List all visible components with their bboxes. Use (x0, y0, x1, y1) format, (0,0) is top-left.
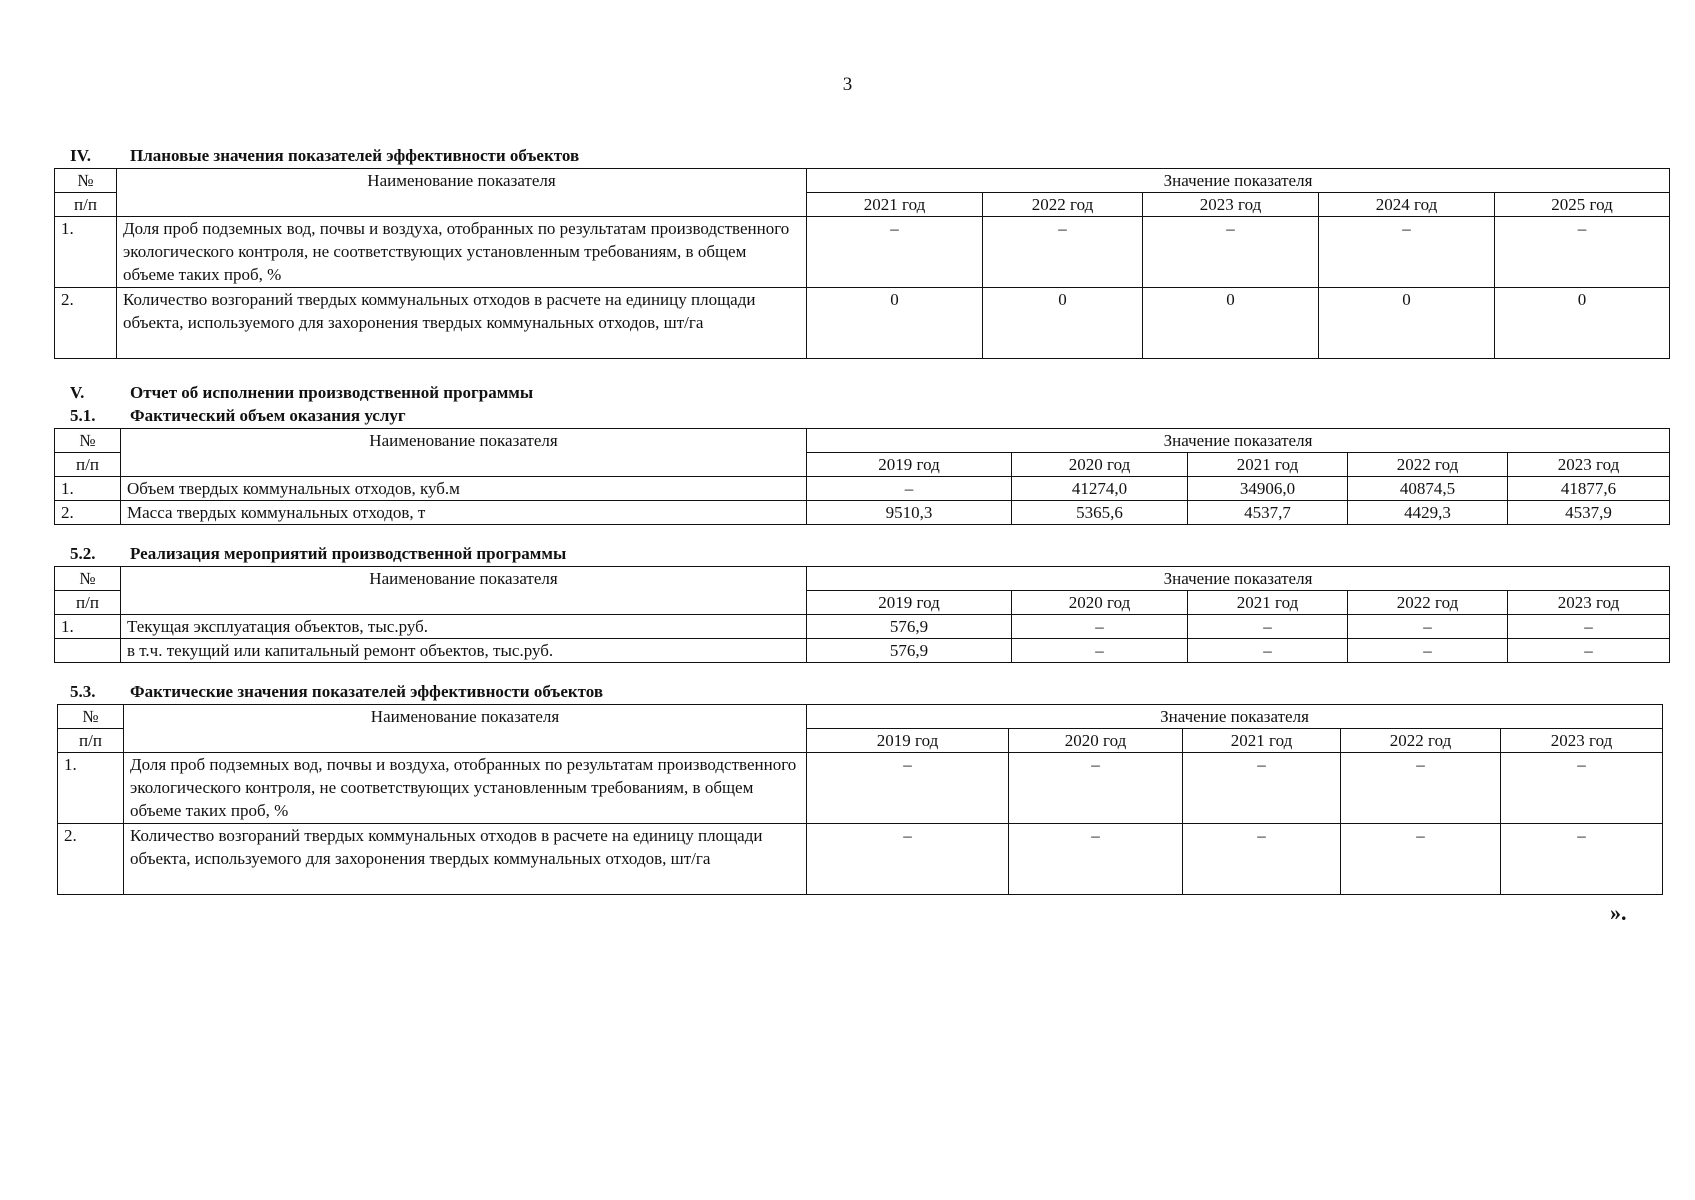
row-value: 0 (807, 288, 983, 359)
row-num: 2. (58, 824, 124, 895)
row-value: – (1508, 639, 1670, 663)
header-year: 2025 год (1495, 193, 1670, 217)
header-year: 2024 год (1319, 193, 1495, 217)
header-year: 2021 год (1188, 591, 1348, 615)
row-value: 0 (1495, 288, 1670, 359)
row-value: 0 (983, 288, 1143, 359)
header-num: № (58, 705, 124, 729)
header-num2: п/п (58, 729, 124, 753)
row-value: – (1009, 753, 1183, 824)
header-value: Значение показателя (807, 705, 1663, 729)
section-title-text: Фактический объем оказания услуг (130, 406, 406, 425)
header-year: 2022 год (1348, 453, 1508, 477)
header-num2: п/п (55, 453, 121, 477)
row-value: 41274,0 (1012, 477, 1188, 501)
header-year: 2019 год (807, 729, 1009, 753)
header-value: Значение показателя (807, 169, 1670, 193)
row-name: Масса твердых коммунальных отходов, т (121, 501, 807, 525)
row-value: 576,9 (807, 615, 1012, 639)
row-value: – (1183, 753, 1341, 824)
section-number: V. (70, 383, 85, 402)
header-year: 2020 год (1009, 729, 1183, 753)
row-value: 4537,9 (1508, 501, 1670, 525)
table-row (55, 501, 1670, 525)
closing-quote-mark: ». (1610, 900, 1627, 925)
table-actual-efficiency (57, 704, 1663, 895)
row-value: – (1495, 217, 1670, 288)
header-year: 2021 год (1183, 729, 1341, 753)
row-num (55, 639, 121, 663)
table-row (55, 639, 1670, 663)
row-num: 2. (55, 501, 121, 525)
section-5-2-title (70, 544, 566, 564)
section-number: 5.1. (70, 406, 96, 425)
row-name: Текущая эксплуатация объектов, тыс.руб. (121, 615, 807, 639)
table-row (55, 477, 1670, 501)
table-planned-efficiency (54, 168, 1670, 359)
row-value: 9510,3 (807, 501, 1012, 525)
row-value: 34906,0 (1188, 477, 1348, 501)
table-row (55, 615, 1670, 639)
header-year: 2021 год (807, 193, 983, 217)
header-value: Значение показателя (807, 429, 1670, 453)
header-year: 2020 год (1012, 453, 1188, 477)
header-name: Наименование показателя (121, 429, 807, 477)
row-name: Количество возгораний твердых коммунальных отходов в расчете на единицу площади объекта, используемого для захоронения твердых коммунальных отходов, шт/га (124, 824, 807, 895)
row-value: – (1508, 615, 1670, 639)
row-value: – (1501, 753, 1663, 824)
header-year: 2023 год (1143, 193, 1319, 217)
header-year: 2023 год (1508, 453, 1670, 477)
row-value: 40874,5 (1348, 477, 1508, 501)
header-year: 2022 год (983, 193, 1143, 217)
header-year: 2019 год (807, 591, 1012, 615)
row-value: 0 (1319, 288, 1495, 359)
table-row (58, 824, 1663, 895)
header-num2: п/п (55, 193, 117, 217)
header-num: № (55, 429, 121, 453)
row-value: – (807, 753, 1009, 824)
row-value: – (1183, 824, 1341, 895)
row-num: 1. (55, 217, 117, 288)
section-title-text: Фактические значения показателей эффективности объектов (130, 682, 604, 701)
page-number: 3 (842, 74, 853, 95)
row-value: – (1501, 824, 1663, 895)
row-value: – (1143, 217, 1319, 288)
header-year: 2021 год (1188, 453, 1348, 477)
section-5-1-title (70, 406, 406, 426)
table-row (58, 753, 1663, 824)
table-row (55, 217, 1670, 288)
row-value: – (1348, 639, 1508, 663)
section-title-text: Отчет об исполнении производственной программы (130, 383, 534, 402)
header-year: 2023 год (1508, 591, 1670, 615)
row-value: 576,9 (807, 639, 1012, 663)
section-title-text: Реализация мероприятий производственной программы (130, 544, 567, 563)
header-num2: п/п (55, 591, 121, 615)
section-number: 5.3. (70, 682, 96, 701)
table-program-activities (54, 566, 1670, 663)
row-num: 1. (55, 477, 121, 501)
row-value: – (1348, 615, 1508, 639)
row-num: 2. (55, 288, 117, 359)
section-number: 5.2. (70, 544, 96, 563)
header-value: Значение показателя (807, 567, 1670, 591)
section-5-3-title (70, 682, 603, 702)
header-year: 2023 год (1501, 729, 1663, 753)
row-value: 4537,7 (1188, 501, 1348, 525)
row-num: 1. (55, 615, 121, 639)
row-value: – (807, 477, 1012, 501)
header-name: Наименование показателя (121, 567, 807, 615)
header-num: № (55, 169, 117, 193)
row-name: Доля проб подземных вод, почвы и воздуха, отобранных по результатам производственного экологического контроля, не соответствующих установленным требованиям, в общем объеме таких проб, % (124, 753, 807, 824)
row-name: в т.ч. текущий или капитальный ремонт объектов, тыс.руб. (121, 639, 807, 663)
row-name: Объем твердых коммунальных отходов, куб.м (121, 477, 807, 501)
row-name: Доля проб подземных вод, почвы и воздуха, отобранных по результатам производственного экологического контроля, не соответствующих установленным требованиям, в общем объеме таких проб, % (117, 217, 807, 288)
section-5-title (70, 383, 533, 403)
section-4-title (70, 146, 579, 166)
row-value: 0 (1143, 288, 1319, 359)
row-value: – (1188, 639, 1348, 663)
row-value: – (807, 217, 983, 288)
header-name: Наименование показателя (124, 705, 807, 753)
section-number: IV. (70, 146, 91, 165)
row-value: 41877,6 (1508, 477, 1670, 501)
row-value: – (1341, 753, 1501, 824)
row-value: – (1012, 615, 1188, 639)
row-value: – (1012, 639, 1188, 663)
row-name: Количество возгораний твердых коммунальных отходов в расчете на единицу площади объекта, используемого для захоронения твердых коммунальных отходов, шт/га (117, 288, 807, 359)
table-row (55, 288, 1670, 359)
row-value: – (1341, 824, 1501, 895)
header-year: 2019 год (807, 453, 1012, 477)
header-num: № (55, 567, 121, 591)
row-value: – (1188, 615, 1348, 639)
row-value: – (983, 217, 1143, 288)
row-value: – (1319, 217, 1495, 288)
row-value: – (807, 824, 1009, 895)
header-year: 2022 год (1348, 591, 1508, 615)
row-value: – (1009, 824, 1183, 895)
header-year: 2022 год (1341, 729, 1501, 753)
row-value: 4429,3 (1348, 501, 1508, 525)
section-title-text: Плановые значения показателей эффективности объектов (130, 146, 580, 165)
row-num: 1. (58, 753, 124, 824)
header-year: 2020 год (1012, 591, 1188, 615)
row-value: 5365,6 (1012, 501, 1188, 525)
header-name: Наименование показателя (117, 169, 807, 217)
table-actual-volume (54, 428, 1670, 525)
